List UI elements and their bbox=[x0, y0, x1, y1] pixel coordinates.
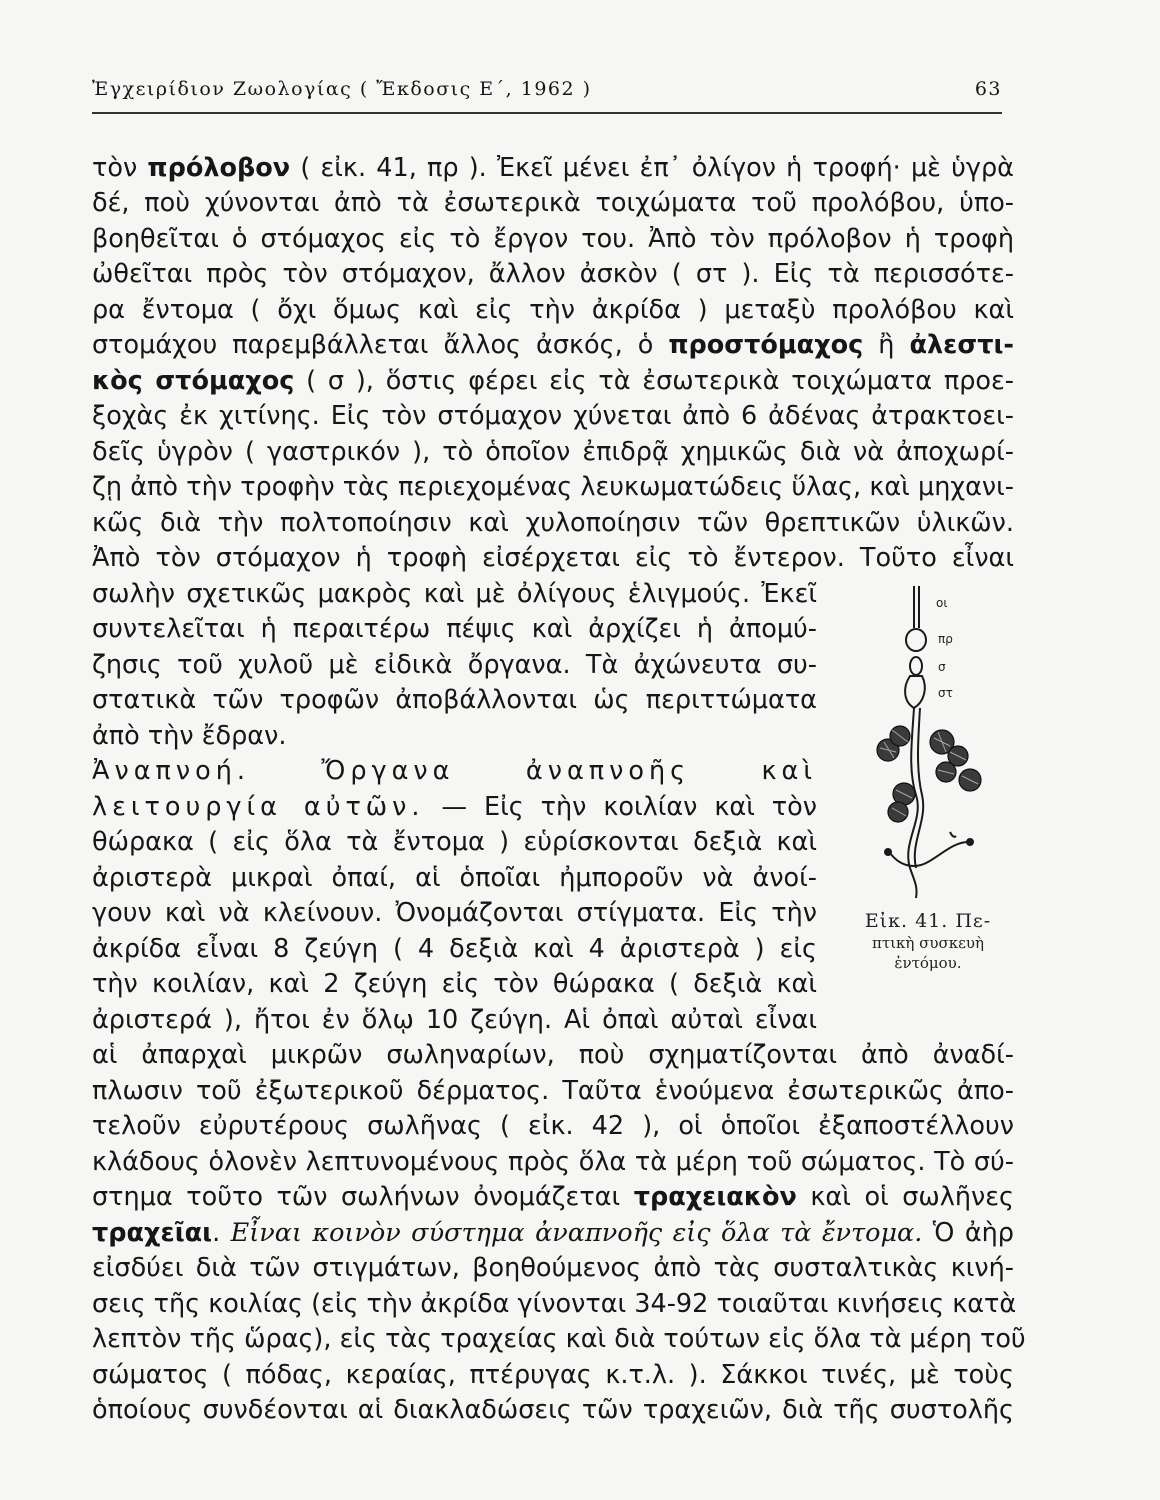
text-line: τὸν πρόλοβον ( εἰκ. 41, πρ ). Ἐκεῖ μένει ἐπ᾽ ὀλίγον ἡ τροφή· μὲ ὑγρὰ bbox=[92, 153, 1014, 183]
text-line: ζῃ ἀπὸ τὴν τροφὴν τὰς περιεχομένας λευκωματώδεις ὕλας, καὶ μηχανι- bbox=[92, 472, 1014, 502]
proventriculus bbox=[910, 657, 922, 675]
text-line: βοηθεῖται ὁ στόμαχος εἰς τὸ ἔργον του. Ἀπὸ τὸν πρόλοβον ἡ τροφὴ bbox=[92, 224, 1014, 254]
text-line: σώματος ( πόδας, κεραίας, πτέρυγας κ.τ.λ. ). Σάκκοι τινές, μὲ τοὺς bbox=[92, 1360, 1014, 1390]
term-tracheiai: τραχεῖαι bbox=[92, 1218, 213, 1248]
figure-caption bbox=[848, 910, 1008, 972]
text-line: τὴν κοιλίαν, καὶ 2 ζεύγη εἰς τὸν θώρακα ( δεξιὰ καὶ bbox=[92, 969, 817, 999]
label-s: σ bbox=[938, 660, 946, 674]
stomach bbox=[905, 676, 925, 708]
term-alestikos: ἀλεστι- bbox=[909, 330, 1014, 360]
running-header bbox=[92, 72, 1002, 114]
text-line: δέ, ποὺ χύνονται ἀπὸ τὰ ἐσωτερικὰ τοιχώματα τοῦ προλόβου, ὑπο- bbox=[92, 188, 1014, 218]
gastric-caeca bbox=[877, 726, 981, 822]
term-alestikos-stomachos: κὸς στόμαχος bbox=[92, 366, 295, 396]
caption-line-3: ἐντόμου. bbox=[894, 954, 962, 972]
term-prostomachos: προστόμαχος bbox=[668, 330, 864, 360]
text-line: ξοχὰς ἐκ χιτίνης. Εἰς τὸν στόμαχον χύνεται ἀπὸ 6 ἀδένας ἀτρακτοει- bbox=[92, 401, 1014, 431]
text-line: ἀριστερά ), ἤτοι ἐν ὅλῳ 10 ζεύγη. Αἱ ὀπαὶ αὐταὶ εἶναι bbox=[92, 1005, 817, 1035]
text-line: ρα ἔντομα ( ὄχι ὅμως καὶ εἰς τὴν ἀκρίδα ) μεταξὺ προλόβου καὶ bbox=[92, 295, 1014, 325]
crop bbox=[906, 629, 926, 651]
text-line: ὠθεῖται πρὸς τὸν στόμαχον, ἄλλον ἀσκὸν ( στ ). Εἰς τὰ περισσότε- bbox=[92, 259, 1014, 289]
text-line: στατικὰ τῶν τροφῶν ἀποβάλλονται ὡς περιττώματα bbox=[92, 685, 817, 715]
gland-dot bbox=[967, 839, 973, 845]
text-line: κῶς διὰ τὴν πολτοποίησιν καὶ χυλοποίησιν τῶν θρεπτικῶν ὑλικῶν. bbox=[92, 508, 1014, 538]
text-line: πλωσιν τοῦ ἐξωτερικοῦ δέρματος. Ταῦτα ἑνούμενα ἐσωτερικῶς ἀπο- bbox=[92, 1076, 1014, 1106]
caption-line-2: πτικὴ συσκευὴ bbox=[871, 934, 985, 952]
text-line: γουν καὶ νὰ κλείνουν. Ὀνομάζονται στίγματα. Εἰς τὴν bbox=[92, 898, 817, 928]
digestive-tract-illustration bbox=[858, 580, 1008, 910]
text-line: Ἀπὸ τὸν στόμαχον ἡ τροφὴ εἰσέρχεται εἰς τὸ ἔντερον. Τοῦτο εἶναι bbox=[92, 543, 1014, 573]
italic-sentence: Εἶναι κοινὸν σύστημα ἀναπνοῆς εἰς ὅλα τὰ ἔντομα. bbox=[230, 1218, 923, 1248]
text-line: σωλὴν σχετικῶς μακρὸς καὶ μὲ ὀλίγους ἑλιγμούς. Ἐκεῖ bbox=[92, 579, 817, 609]
text-line: στομάχου παρεμβάλλεται ἄλλος ἀσκός, ὁ προστόμαχος ἢ ἀλεστι- bbox=[92, 330, 1014, 360]
figure-digestive-apparatus bbox=[858, 580, 1008, 910]
text-line: ἀκρίδα εἶναι 8 ζεύγη ( 4 δεξιὰ καὶ 4 ἀριστερὰ ) εἰς bbox=[92, 934, 817, 964]
text-line: ἀριστερὰ μικραὶ ὀπαί, αἱ ὁποῖαι ἠμποροῦν νὰ ἀνοί- bbox=[92, 863, 817, 893]
text-line: ὁποίους συνδέονται αἱ διακλαδώσεις τῶν τραχειῶν, διὰ τῆς συστολῆς bbox=[92, 1395, 1014, 1425]
text-line: σεις τῆς κοιλίας (εἰς τὴν ἀκρίδα γίνονται 34-92 τοιαῦται κινήσεις κατὰ bbox=[92, 1289, 1017, 1319]
hindgut bbox=[888, 842, 968, 866]
caption-line-1: Εἰκ. 41. Πε- bbox=[864, 910, 992, 932]
text-line: ἀπὸ τὴν ἔδραν. bbox=[92, 721, 287, 751]
text-line: κλάδους ὁλονὲν λεπτυνομένους πρὸς ὅλα τὰ μέρη τοῦ σώματος. Τὸ σύ- bbox=[92, 1147, 1014, 1177]
text-line: θώρακα ( εἰς ὅλα τὰ ἔντομα ) εὑρίσκονται δεξιὰ καὶ bbox=[92, 827, 817, 857]
text-line: στημα τοῦτο τῶν σωλήνων ὀνομάζεται τραχειακὸν καὶ οἱ σωλῆνες bbox=[92, 1182, 1014, 1212]
label-oi: οι bbox=[936, 596, 948, 610]
text-line: τελοῦν εὐρυτέρους σωλῆνας ( εἰκ. 42 ), οἱ ὁποῖοι ἐξαποστέλλουν bbox=[92, 1111, 1014, 1141]
text-line: τραχεῖαι. Εἶναι κοινὸν σύστημα ἀναπνοῆς εἰς ὅλα τὰ ἔντομα. Ὁ ἀὴρ bbox=[92, 1218, 1014, 1248]
text-line: λεπτὸν τῆς ὥρας), εἰς τὰς τραχείας καὶ διὰ τούτων εἰς ὅλα τὰ μέρη τοῦ bbox=[92, 1324, 1026, 1354]
text-line: κὸς στόμαχος ( σ ), ὅστις φέρει εἰς τὰ ἐσωτερικὰ τοιχώματα προε- bbox=[92, 366, 1014, 396]
term-prolobos: πρόλοβον bbox=[147, 153, 291, 183]
label-st: στ bbox=[938, 686, 953, 700]
text-line: δεῖς ὑγρὸν ( γαστρικόν ), τὸ ὁποῖον ἐπιδρᾷ χημικῶς διὰ νὰ ἀποχωρί- bbox=[92, 437, 1014, 467]
text-line: ζησις τοῦ χυλοῦ μὲ εἰδικὰ ὄργανα. Τὰ ἀχώνευτα συ- bbox=[92, 650, 817, 680]
label-pr: πρ bbox=[938, 632, 953, 646]
section-heading: Ἀναπνοή. Ὄργανα ἀναπνοῆς καὶ bbox=[92, 756, 817, 786]
page-number: 63 bbox=[974, 78, 1002, 100]
term-tracheiakon: τραχειακὸν bbox=[633, 1182, 797, 1212]
text-line: συντελεῖται ἡ περαιτέρω πέψις καὶ ἀρχίζει ἡ ἀπομύ- bbox=[92, 614, 817, 644]
header-title: Ἐγχειρίδιον Ζωολογίας ( Ἔκδοσις Ε΄, 1962 ) bbox=[92, 78, 592, 100]
text-line: αἱ ἀπαρχαὶ μικρῶν σωληναρίων, ποὺ σχηματίζονται ἀπὸ ἀναδί- bbox=[92, 1040, 1014, 1070]
gland-dot bbox=[885, 849, 891, 855]
text-line: λειτουργία αὐτῶν. — Εἰς τὴν κοιλίαν καὶ τὸν bbox=[92, 792, 817, 822]
text-line: εἰσδύει διὰ τῶν στιγμάτων, βοηθούμενος ἀπὸ τὰς συσταλτικὰς κινή- bbox=[92, 1253, 1014, 1283]
